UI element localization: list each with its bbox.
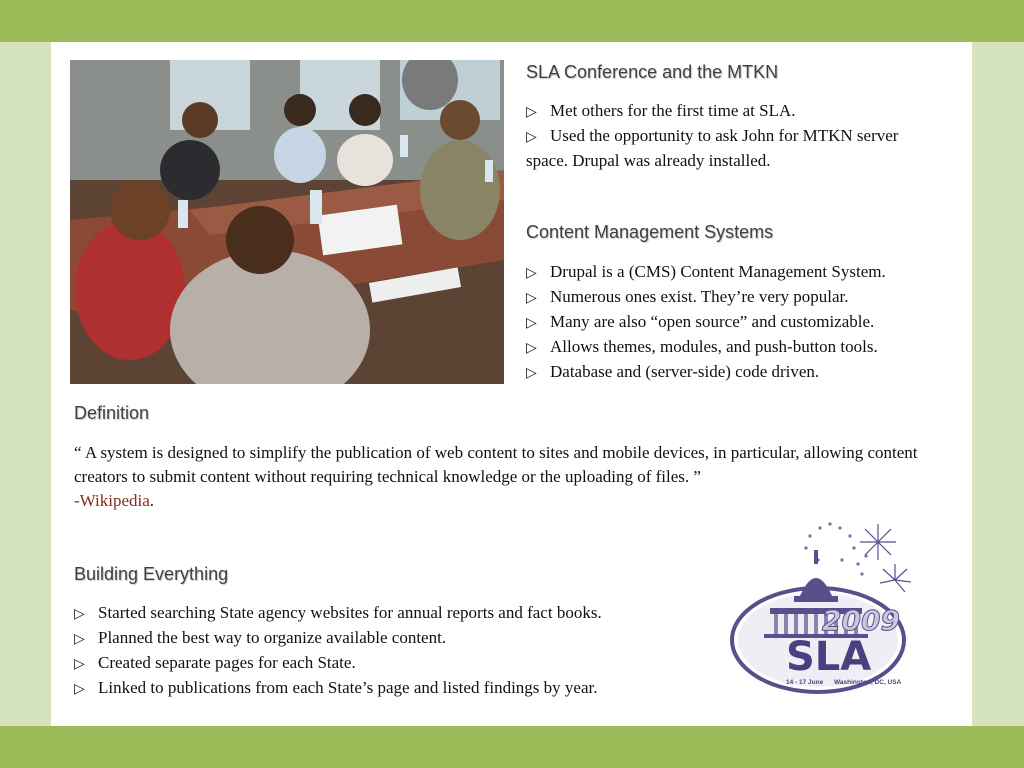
list-item (526, 335, 956, 360)
cms-section (526, 260, 956, 385)
definition-quote (74, 441, 954, 513)
definition-heading: Definition (74, 403, 150, 423)
sla-2009-logo (730, 520, 926, 702)
bullet-triangle-icon: ▷ (526, 129, 537, 145)
quote-text: “ A system is designed to simplify the publication of web content to sites and mobile devices, in particular, allowing content creators to submit content without requiring technical knowledge or the uploading of files. ” (74, 443, 918, 486)
list-item-text: Allows themes, modules, and push-button tools. (550, 337, 878, 356)
top-band (0, 0, 1024, 42)
list-item-text: Many are also “open source” and customizable. (550, 312, 875, 331)
logo-year: 2009 (822, 604, 900, 637)
bullet-triangle-icon: ▷ (526, 365, 537, 381)
bottom-band (0, 726, 1024, 768)
list-item-text: Numerous ones exist. They’re very popular. (550, 287, 849, 306)
list-item-text: Used the opportunity to ask John for MTKN server space. Drupal was already installed. (526, 126, 899, 170)
bullet-triangle-icon: ▷ (526, 265, 537, 281)
bullet-triangle-icon: ▷ (526, 104, 537, 120)
list-item (526, 285, 956, 310)
logo-name: SLA (786, 634, 872, 680)
quote-source (74, 489, 954, 513)
citation-period: . (149, 491, 155, 510)
bullet-triangle-icon: ▷ (74, 656, 85, 672)
building-heading: Building Everything (74, 564, 229, 584)
sla-heading: SLA Conference and the MTKN (526, 62, 779, 82)
sla-list (526, 99, 956, 173)
conference-photo (70, 60, 504, 384)
bullet-triangle-icon: ▷ (526, 340, 537, 356)
list-item (526, 260, 956, 285)
logo-dates: 14 - 17 June (786, 679, 824, 686)
wikipedia-citation: -Wikipedia (74, 491, 150, 510)
list-item-text: Drupal is a (CMS) Content Management System. (550, 262, 886, 281)
logo-location: Washington, DC, USA (834, 679, 902, 686)
bullet-triangle-icon: ▷ (74, 681, 85, 697)
list-item (526, 124, 926, 173)
capitol-fireworks-icon (730, 520, 926, 702)
sla-section (526, 99, 956, 173)
list-item (74, 676, 714, 701)
list-item (526, 99, 956, 124)
list-item (526, 310, 956, 335)
list-item (74, 626, 714, 651)
building-list (74, 601, 714, 701)
bullet-triangle-icon: ▷ (74, 631, 85, 647)
list-item-text: Started searching State agency websites for annual reports and fact books. (98, 603, 602, 622)
list-item-text: Created separate pages for each State. (98, 653, 356, 672)
bullet-triangle-icon: ▷ (74, 606, 85, 622)
conference-photo-image (70, 60, 504, 384)
list-item-text: Planned the best way to organize available content. (98, 628, 447, 647)
bullet-triangle-icon: ▷ (526, 315, 537, 331)
cms-heading: Content Management Systems (526, 222, 774, 242)
list-item (74, 601, 714, 626)
list-item-text: Linked to publications from each State’s page and listed findings by year. (98, 678, 598, 697)
cms-list (526, 260, 956, 385)
list-item (74, 651, 714, 676)
list-item (526, 360, 956, 385)
list-item-text: Database and (server-side) code driven. (550, 362, 820, 381)
list-item-text: Met others for the first time at SLA. (550, 101, 796, 120)
bullet-triangle-icon: ▷ (526, 290, 537, 306)
building-section (74, 601, 714, 701)
